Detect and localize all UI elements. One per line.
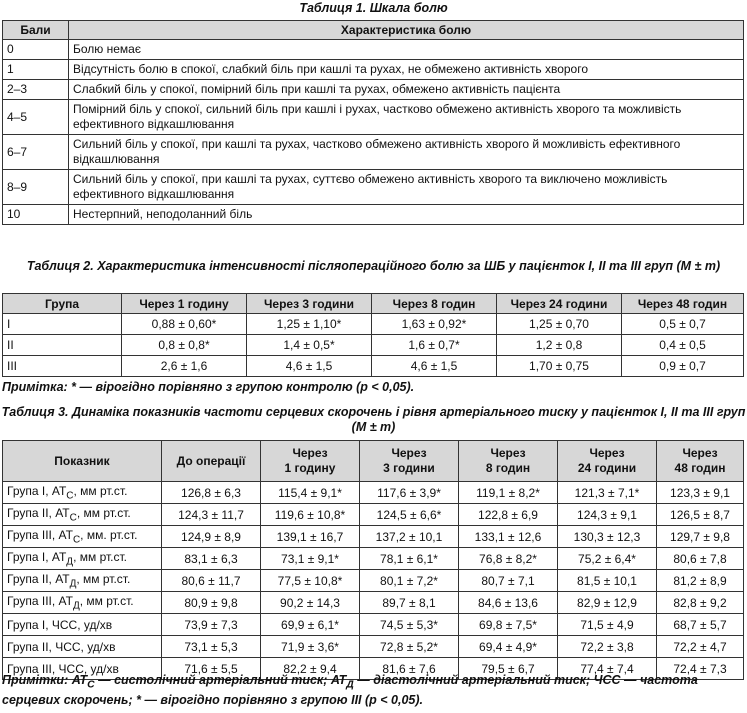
value-cell: 1,4 ± 0,5* [247,335,372,356]
value-cell: 78,1 ± 6,1* [360,548,459,570]
table-header-row [3,21,744,40]
column-header [657,441,744,482]
indicator-label: Група III, АТ [7,527,73,542]
score-cell: 4–5 [3,100,69,135]
header-line: Через [589,446,625,460]
table-row [3,548,744,570]
indicator-subscript: С [69,512,77,524]
score-cell: 0 [3,40,69,60]
header-line: 48 годин [674,461,726,475]
header-line: 1 годину [284,461,336,475]
value-cell: 89,7 ± 8,1 [360,592,459,614]
value-cell: 0,9 ± 0,7 [622,356,744,377]
column-header: Через 8 годин [372,294,497,314]
value-cell: 69,9 ± 6,1* [261,614,360,636]
indicator-subscript: Д [72,600,80,612]
value-cell: 126,5 ± 8,7 [657,504,744,526]
value-cell: 133,1 ± 12,6 [459,526,558,548]
column-header: Через 3 години [247,294,372,314]
indicator-label: Група I, АТ [7,549,67,564]
header-line: До операції [176,453,246,468]
description-cell: Слабкий біль у спокої, помірний біль при кашлі та рухах, обмежено активність пацієнта [69,80,744,100]
table-row [3,356,744,377]
value-cell: 119,1 ± 8,2* [459,482,558,504]
value-cell: 1,6 ± 0,7* [372,335,497,356]
value-cell: 82,8 ± 9,2 [657,592,744,614]
header-line: Через [292,446,328,460]
column-header: Бали [3,21,69,40]
value-cell: 124,3 ± 9,1 [558,504,657,526]
column-header [360,441,459,482]
value-cell: 73,1 ± 9,1* [261,548,360,570]
note-text: — діастолічний артеріальний тиск; ЧСС — частота серцевих скорочень; * — вірогідно порівняно з групою III (p < 0,05). [2,673,698,707]
value-cell: 83,1 ± 6,3 [162,548,261,570]
header-line: Через [391,446,427,460]
value-cell: 124,3 ± 11,7 [162,504,261,526]
table-row [3,592,744,614]
value-cell: 76,8 ± 8,2* [459,548,558,570]
column-header: Через 48 годин [622,294,744,314]
indicator-cell [3,570,162,592]
indicator-unit: , мм. рт.ст. [80,527,138,542]
value-cell: 122,8 ± 6,9 [459,504,558,526]
value-cell: 137,2 ± 10,1 [360,526,459,548]
value-cell: 129,7 ± 9,8 [657,526,744,548]
value-cell: 117,6 ± 3,9* [360,482,459,504]
indicator-label: Група III, АТ [7,593,73,608]
header-line: Показник [54,453,110,468]
value-cell: 81,5 ± 10,1 [558,570,657,592]
table3-caption: Таблиця 3. Динаміка показників частоти серцевих скорочень і рівня артеріального тиску у пацієнток I, II та III груп (M ± m) [1,405,746,434]
value-cell: 0,88 ± 0,60* [122,314,247,335]
value-cell: 1,2 ± 0,8 [497,335,622,356]
value-cell: 69,8 ± 7,5* [459,614,558,636]
table2-caption: Таблиця 2. Характеристика інтенсивності післяопераційного болю за ШБ у пацієнток I, II та III груп (M ± m) [26,259,721,273]
header-line: 8 годин [485,461,531,475]
value-cell: 124,9 ± 8,9 [162,526,261,548]
description-cell: Болю немає [69,40,744,60]
value-cell: 72,8 ± 5,2* [360,636,459,658]
score-cell: 6–7 [3,135,69,170]
value-cell: 81,2 ± 8,9 [657,570,744,592]
indicator-label: Група III, ЧСС, уд/хв [7,661,119,676]
value-cell: 72,4 ± 7,3 [657,658,744,680]
value-cell: 81,6 ± 7,6 [360,658,459,680]
indicator-cell [3,526,162,548]
value-cell: 115,4 ± 9,1* [261,482,360,504]
table-row [3,526,744,548]
indicator-cell [3,614,162,636]
indicator-label: Група II, ЧСС, уд/хв [7,639,116,654]
value-cell: 80,7 ± 7,1 [459,570,558,592]
header-line: Через [490,446,526,460]
value-cell: 119,6 ± 10,8* [261,504,360,526]
value-cell: 84,6 ± 13,6 [459,592,558,614]
column-header [162,441,261,482]
column-header: Характеристика болю [69,21,744,40]
table-header-row [3,441,744,482]
value-cell: 73,1 ± 5,3 [162,636,261,658]
column-header [3,441,162,482]
note-text: Примітки: АТ [2,673,88,687]
indicator-subscript: Д [66,556,74,568]
indicator-unit: , мм рт.ст. [73,549,127,564]
value-cell: 1,63 ± 0,92* [372,314,497,335]
table-row [3,60,744,80]
value-cell: 80,6 ± 7,8 [657,548,744,570]
column-header [459,441,558,482]
value-cell: 126,8 ± 6,3 [162,482,261,504]
score-cell: 2–3 [3,80,69,100]
description-cell: Сильний біль у спокої, при кашлі та рухах, частково обмежено активність хворого й можливість ефективного відкашлювання [69,135,744,170]
indicator-label: Група I, АТ [7,483,67,498]
value-cell: 2,6 ± 1,6 [122,356,247,377]
value-cell: 90,2 ± 14,3 [261,592,360,614]
column-header [558,441,657,482]
indicator-cell [3,636,162,658]
value-cell: 1,25 ± 0,70 [497,314,622,335]
group-cell: III [3,356,122,377]
value-cell: 71,9 ± 3,6* [261,636,360,658]
indicator-unit: , мм рт.ст. [73,483,128,498]
indicator-subscript: С [72,534,81,546]
indicator-label: Група II, АТ [7,505,70,520]
value-cell: 139,1 ± 16,7 [261,526,360,548]
value-cell: 130,3 ± 12,3 [558,526,657,548]
score-cell: 1 [3,60,69,80]
score-cell: 8–9 [3,170,69,205]
value-cell: 123,3 ± 9,1 [657,482,744,504]
value-cell: 82,2 ± 9,4 [261,658,360,680]
value-cell: 80,9 ± 9,8 [162,592,261,614]
value-cell: 80,1 ± 7,2* [360,570,459,592]
value-cell: 0,5 ± 0,7 [622,314,744,335]
indicator-cell [3,548,162,570]
description-cell: Нестерпний, неподоланний біль [69,205,744,225]
value-cell: 77,5 ± 10,8* [261,570,360,592]
value-cell: 69,4 ± 4,9* [459,636,558,658]
value-cell: 72,2 ± 3,8 [558,636,657,658]
table-row [3,614,744,636]
value-cell: 1,70 ± 0,75 [497,356,622,377]
table-row [3,335,744,356]
value-cell: 77,4 ± 7,4 [558,658,657,680]
indicator-unit: , мм рт.ст. [76,571,131,586]
indicator-cell [3,504,162,526]
description-cell: Сильний біль у спокої, при кашлі та рухах, суттєво обмежено активність хворого та виключено можливість ефективного відкашлювання [69,170,744,205]
group-cell: II [3,335,122,356]
group-cell: I [3,314,122,335]
indicator-label: Група II, АТ [7,571,70,586]
indicator-label: Група I, ЧСС, уд/хв [7,617,113,632]
header-line: Через [682,446,718,460]
value-cell: 71,6 ± 5,5 [162,658,261,680]
value-cell: 82,9 ± 12,9 [558,592,657,614]
value-cell: 68,7 ± 5,7 [657,614,744,636]
value-cell: 4,6 ± 1,5 [372,356,497,377]
value-cell: 0,8 ± 0,8* [122,335,247,356]
value-cell: 124,5 ± 6,6* [360,504,459,526]
table-row [3,40,744,60]
table-row [3,135,744,170]
column-header: Через 1 годину [122,294,247,314]
value-cell: 75,2 ± 6,4* [558,548,657,570]
indicator-unit: , мм рт.ст. [76,505,131,520]
table-row [3,636,744,658]
table-row [3,80,744,100]
indicator-cell [3,592,162,614]
column-header [261,441,360,482]
indicator-unit: , мм рт.ст. [79,593,134,608]
table3-note [2,673,744,708]
table-row [3,314,744,335]
value-cell: 79,5 ± 6,7 [459,658,558,680]
hemodynamics-table [2,440,744,680]
table-row [3,170,744,205]
table2-note: Примітка: * — вірогідно порівняно з групою контролю (p < 0,05). [2,380,415,394]
table-row [3,570,744,592]
header-line: 3 години [383,461,435,475]
table-header-row [3,294,744,314]
description-cell: Помірний біль у спокої, сильний біль при кашлі і рухах, частково обмежено активність хворого та можливість ефективного відкашлювання [69,100,744,135]
header-line: 24 години [577,461,637,475]
value-cell: 71,5 ± 4,9 [558,614,657,636]
value-cell: 0,4 ± 0,5 [622,335,744,356]
value-cell: 74,5 ± 5,3* [360,614,459,636]
table-row [3,100,744,135]
column-header: Через 24 години [497,294,622,314]
indicator-subscript: С [66,490,74,502]
table-row [3,504,744,526]
indicator-subscript: Д [69,578,77,590]
score-cell: 10 [3,205,69,225]
note-subscript: С [87,679,95,691]
value-cell: 72,2 ± 4,7 [657,636,744,658]
table1-caption: Таблиця 1. Шкала болю [299,1,448,15]
column-header: Група [3,294,122,314]
value-cell: 80,6 ± 11,7 [162,570,261,592]
note-text: — систолічний артеріальний тиск; АТ [94,673,347,687]
value-cell: 4,6 ± 1,5 [247,356,372,377]
description-cell: Відсутність болю в спокої, слабкий біль при кашлі та рухах, не обмежено активність хворого [69,60,744,80]
pain-scale-table [2,20,744,225]
pain-intensity-table [2,293,744,377]
indicator-cell [3,482,162,504]
table-row [3,482,744,504]
note-subscript: Д [346,679,354,691]
value-cell: 121,3 ± 7,1* [558,482,657,504]
value-cell: 1,25 ± 1,10* [247,314,372,335]
value-cell: 73,9 ± 7,3 [162,614,261,636]
table-row [3,205,744,225]
